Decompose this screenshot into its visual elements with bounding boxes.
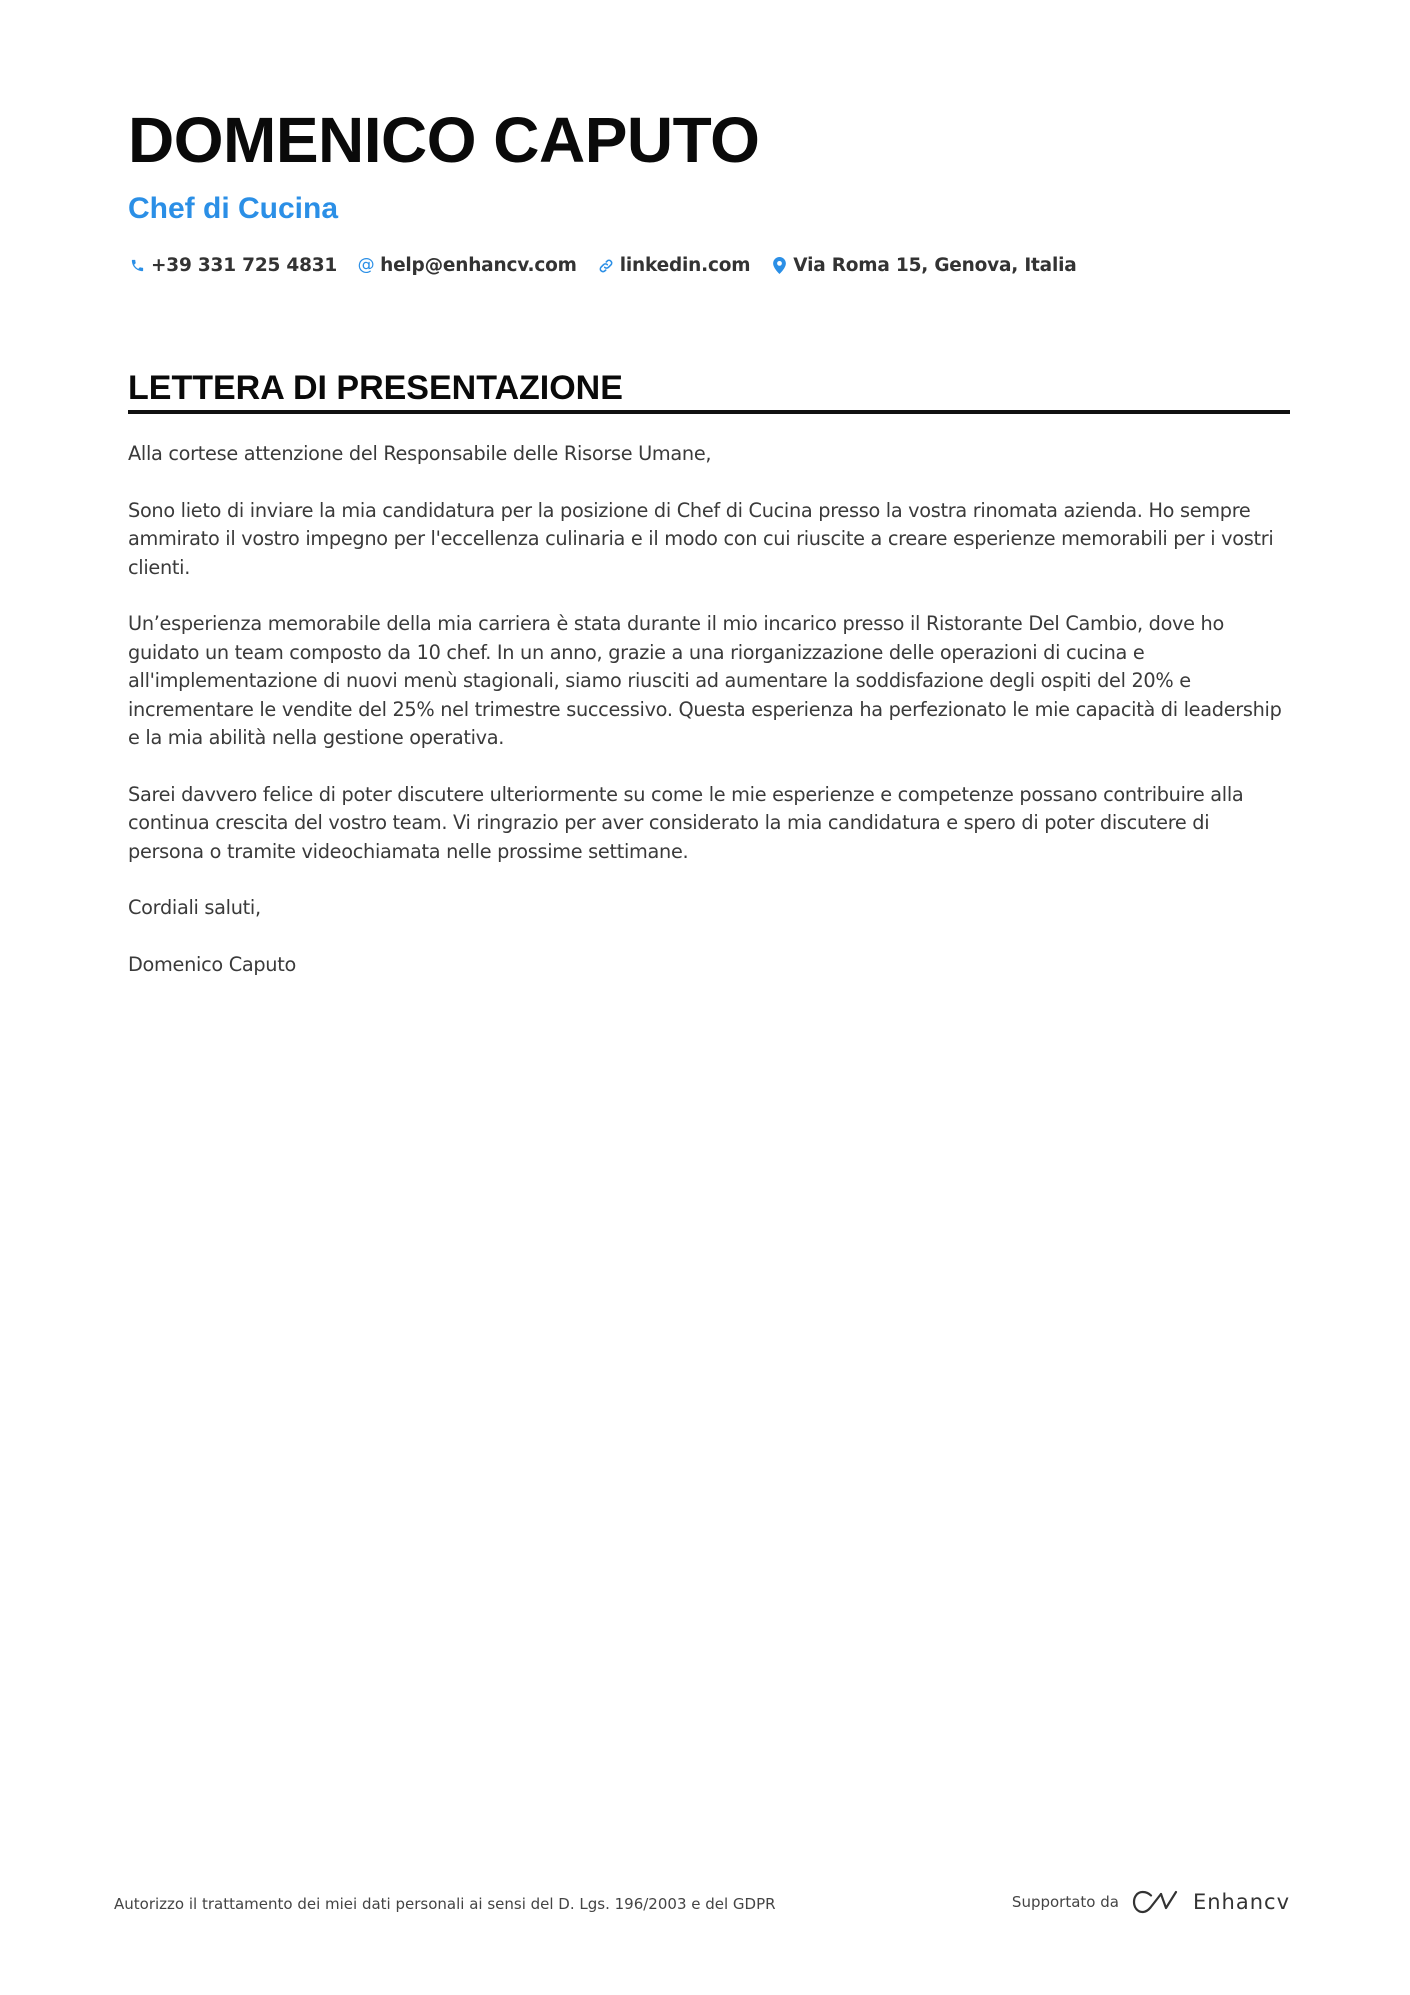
brand-name[interactable]: Enhancv: [1192, 1890, 1290, 1914]
enhancv-logo-icon: [1131, 1889, 1179, 1915]
link-icon: [597, 256, 615, 276]
contact-address: [770, 255, 1076, 276]
powered-by: [1012, 1889, 1290, 1915]
contact-email: [357, 255, 577, 276]
address-text: Via Roma 15, Genova, Italia: [793, 255, 1077, 276]
letter-paragraph: Sarei davvero felice di poter discutere ulteriormente su come le mie esperienze e competenze possano contribuire alla continua crescita del vostro team. Vi ringrazio per aver considerato la mia candidatura e spero di poter discutere di persona o tramite videochiamata nelle prossime settimane.: [128, 782, 1244, 863]
at-icon: @: [357, 255, 375, 275]
privacy-consent: Autorizzo il trattamento dei miei dati personali ai sensi del D. Lgs. 196/2003 e del GDPR: [114, 1895, 776, 1913]
section-title: LETTERA DI PRESENTAZIONE: [128, 369, 623, 407]
contact-bar: [128, 255, 1097, 276]
letter-body: [128, 440, 1290, 1007]
email-text[interactable]: help@enhancv.com: [380, 255, 577, 276]
job-title: Chef di Cucina: [128, 192, 339, 225]
linkedin-text[interactable]: linkedin.com: [619, 255, 751, 276]
section-divider: [128, 410, 1290, 414]
phone-icon: [128, 256, 146, 276]
contact-phone: [128, 255, 337, 276]
letter-salutation: Alla cortese attenzione del Responsabile delle Risorse Umane,: [128, 442, 712, 465]
letter-signature: Domenico Caputo: [128, 952, 296, 976]
location-pin-icon: [770, 256, 788, 276]
letter-paragraph: Sono lieto di inviare la mia candidatura per la posizione di Chef di Cucina presso la vostra rinomata azienda. Ho sempre ammirato il vostro impegno per l'eccellenza culinaria e il modo con cui riuscite a creare esperienze memorabili per i vostri clienti.: [128, 498, 1274, 579]
powered-by-label: Supportato da: [1011, 1893, 1119, 1911]
phone-text[interactable]: +39 331 725 4831: [151, 255, 338, 276]
letter-closing: Cordiali saluti,: [128, 896, 261, 919]
letter-paragraph: Un’esperienza memorabile della mia carriera è stata durante il mio incarico presso il Ristorante Del Cambio, dove ho guidato un team composto da 10 chef. In un anno, grazie a una riorganizzazione delle operazioni di cucina e all'implementazione di nuovi menù stagionali, siamo riusciti ad aumentare la soddisfazione degli ospiti del 20% e incrementare le vendite del 25% nel trimestre successivo. Questa esperienza ha perfezionato le mie capacità di leadership e la mia abilità nella gestione operativa.: [128, 612, 1282, 749]
contact-link: [597, 255, 751, 276]
applicant-name: DOMENICO CAPUTO: [128, 104, 760, 176]
